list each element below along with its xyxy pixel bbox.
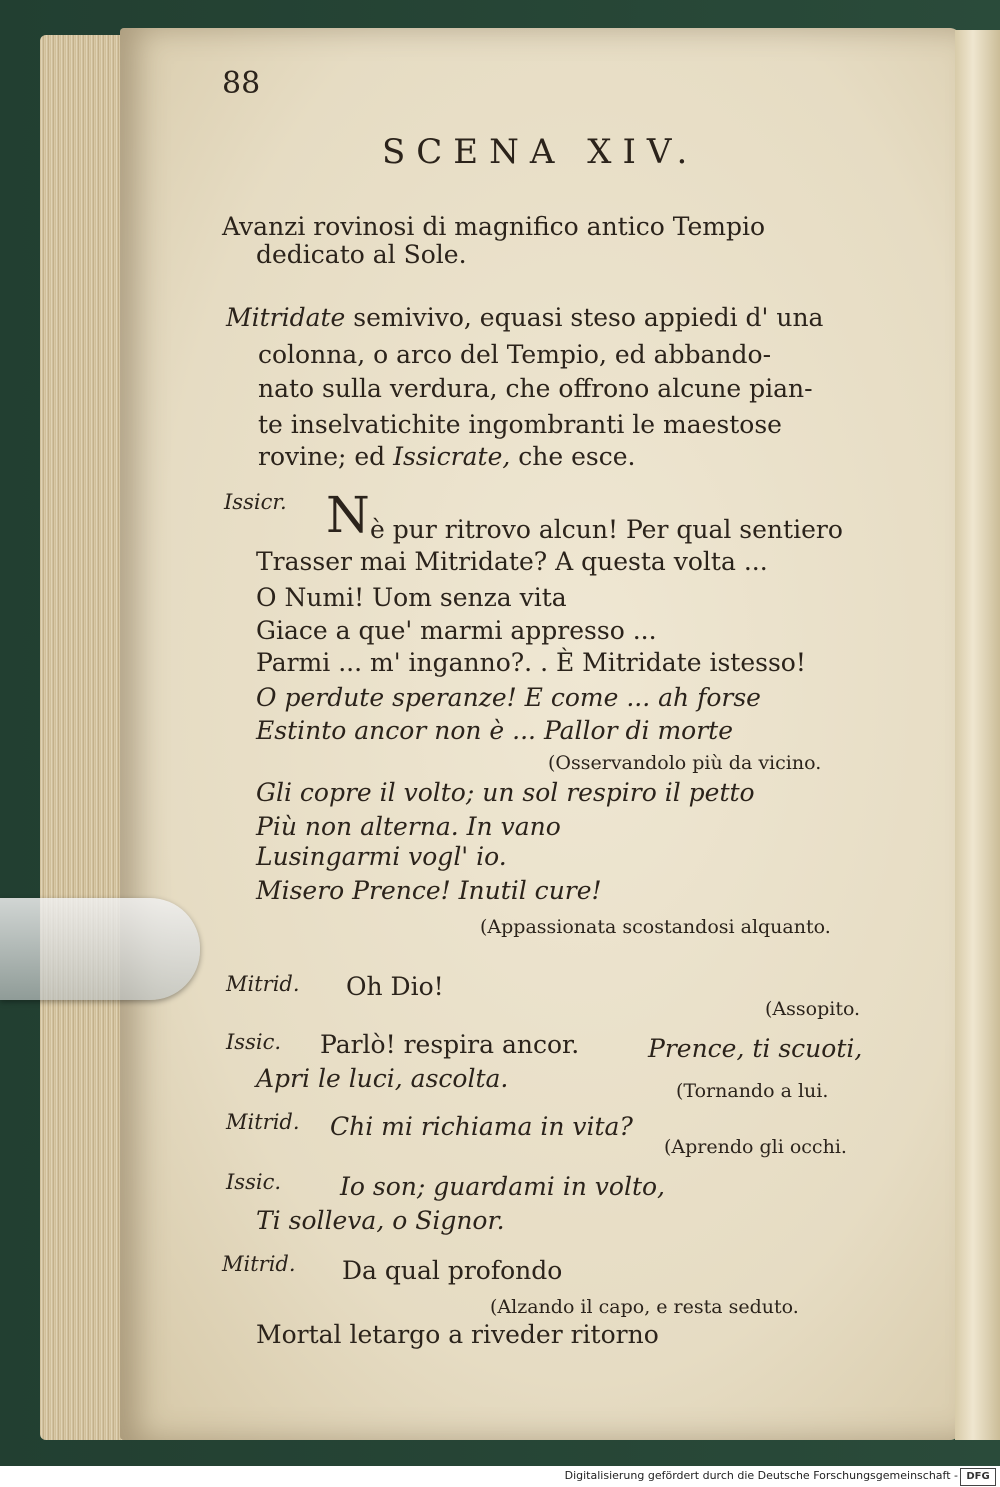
verse-line: Parlò! respira ancor.: [320, 1030, 580, 1059]
stage-direction-line: [226, 303, 823, 332]
stage-direction-line: dedicato al Sole.: [256, 240, 467, 269]
dfg-logo: DFG: [960, 1468, 996, 1486]
verse-line: Apri le luci, ascolta.: [256, 1064, 509, 1093]
verse-line: Misero Prence! Inutil cure!: [256, 876, 602, 905]
verse-line: Parmi ... m' inganno?. . È Mitridate istesso!: [256, 648, 806, 677]
stage-direction: (Alzando il capo, e resta seduto.: [490, 1296, 799, 1318]
speaker-label: Issic.: [226, 1170, 282, 1194]
character-name: Mitridate: [226, 303, 346, 332]
verse-line: O perdute speranze! E come ... ah forse: [256, 683, 761, 712]
verse-line: Trasser mai Mitridate? A questa volta ...: [256, 547, 768, 576]
glass-page-clip: [0, 898, 200, 1000]
facing-page-edge: [955, 30, 1000, 1440]
verse-line: Chi mi richiama in vita?: [330, 1112, 633, 1141]
stage-direction-line: colonna, o arco del Tempio, ed abbando-: [258, 340, 772, 369]
speaker-label: Issicr.: [224, 490, 287, 514]
verse-line: Oh Dio!: [346, 972, 444, 1001]
stage-text: rovine; ed: [258, 442, 386, 471]
verse-line: O Numi! Uom senza vita: [256, 583, 567, 612]
verse-line: Lusingarmi vogl' io.: [256, 842, 507, 871]
stage-direction: (Aprendo gli occhi.: [664, 1136, 847, 1158]
verse-line: Più non alterna. In vano: [256, 812, 561, 841]
stage-direction-line: te inselvatichite ingombranti le maestose: [258, 410, 782, 439]
stage-direction-line: nato sulla verdura, che offrono alcune pian-: [258, 374, 813, 403]
verse-line: è pur ritrovo alcun! Per qual sentiero: [370, 515, 843, 544]
verse-line: Giace a que' marmi appresso ...: [256, 616, 657, 645]
verse-line: Estinto ancor non è ... Pallor di morte: [256, 716, 733, 745]
stage-direction: (Assopito.: [765, 998, 861, 1020]
speaker-label: Mitrid.: [226, 972, 300, 996]
verse-line: Ti solleva, o Signor.: [256, 1206, 505, 1235]
verse-line: Mortal letargo a riveder ritorno: [256, 1320, 659, 1349]
stage-direction: (Osservandolo più da vicino.: [548, 752, 822, 774]
verse-line: Gli copre il volto; un sol respiro il petto: [256, 778, 755, 807]
verse-line: Prence, ti scuoti,: [648, 1034, 863, 1063]
page-number: 88: [222, 66, 261, 101]
character-name: Issicrate,: [393, 442, 511, 471]
verse-line: Io son; guardami in volto,: [340, 1172, 665, 1201]
drop-cap: N: [326, 486, 370, 544]
speaker-label: Mitrid.: [222, 1252, 296, 1276]
footer-credit: Digitalisierung gefördert durch die Deutsche Forschungsgemeinschaft -: [564, 1469, 958, 1482]
speaker-label: Mitrid.: [226, 1110, 300, 1134]
speaker-label: Issic.: [226, 1030, 282, 1054]
stage-text: semivivo, equasi steso appiedi d' una: [353, 303, 824, 332]
stage-text: che esce.: [518, 442, 636, 471]
stage-direction: (Tornando a lui.: [676, 1080, 829, 1102]
verse-line: Da qual profondo: [342, 1256, 563, 1285]
stage-direction-line: Avanzi rovinosi di magnifico antico Tempio: [222, 212, 765, 241]
stage-direction: (Appassionata scostandosi alquanto.: [480, 916, 831, 938]
scene-title: SCENA XIV.: [382, 132, 699, 172]
stage-direction-line: [258, 442, 636, 471]
